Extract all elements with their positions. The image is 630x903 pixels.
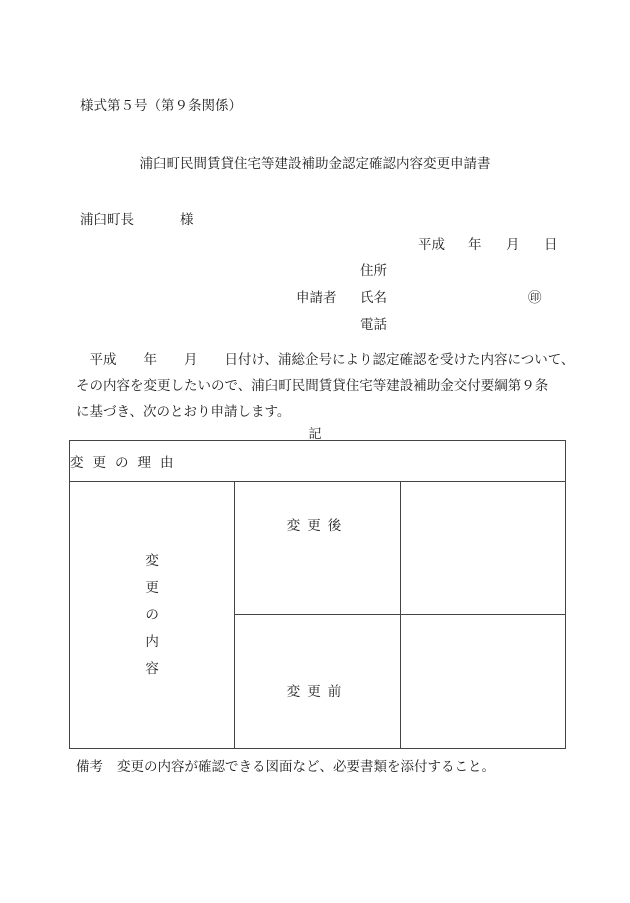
addressee-suffix: 様 [180,212,194,228]
phone-label: 電話 [360,317,387,333]
after-change-label: 変更後 [235,482,400,615]
remarks [76,761,495,775]
date-year: 年 [468,237,482,253]
change-content-label: 変 更 の 内 容 [70,482,235,749]
body-line: 平成 年 月 日付け、浦総企号により認定確認を受けた内容について、 [76,352,575,368]
name-label: 氏名 [360,290,387,306]
document-title: 浦臼町民間賃貸住宅等建設補助金認定確認内容変更申請書 [139,156,491,172]
application-body [76,347,575,425]
applicant-label: 申請者 [296,290,337,306]
date-day: 日 [544,237,558,253]
before-change-label: 変更前 [235,615,400,749]
change-table [69,440,566,749]
form-number: 様式第５号（第９条関係） [80,98,242,114]
addressee: 浦臼町長 [80,212,134,228]
remarks-label: 備考 [76,759,103,775]
seal-mark: ㊞ [528,290,542,306]
body-line: に基づき、次のとおり申請します。 [76,404,291,420]
after-change-field[interactable] [400,482,565,615]
ki-heading: 記 [308,427,322,442]
change-reason-label: 変更の理由 [70,441,566,482]
application-date [418,239,558,253]
address-label: 住所 [360,263,387,279]
body-line: その内容を変更したいので、浦臼町民間賃貸住宅等建設補助金交付要綱第９条 [76,378,549,394]
before-change-field[interactable] [400,615,565,749]
remarks-text: 変更の内容が確認できる図面など、必要書類を添付すること。 [117,759,495,775]
date-month: 月 [506,237,520,253]
date-era: 平成 [418,237,445,253]
